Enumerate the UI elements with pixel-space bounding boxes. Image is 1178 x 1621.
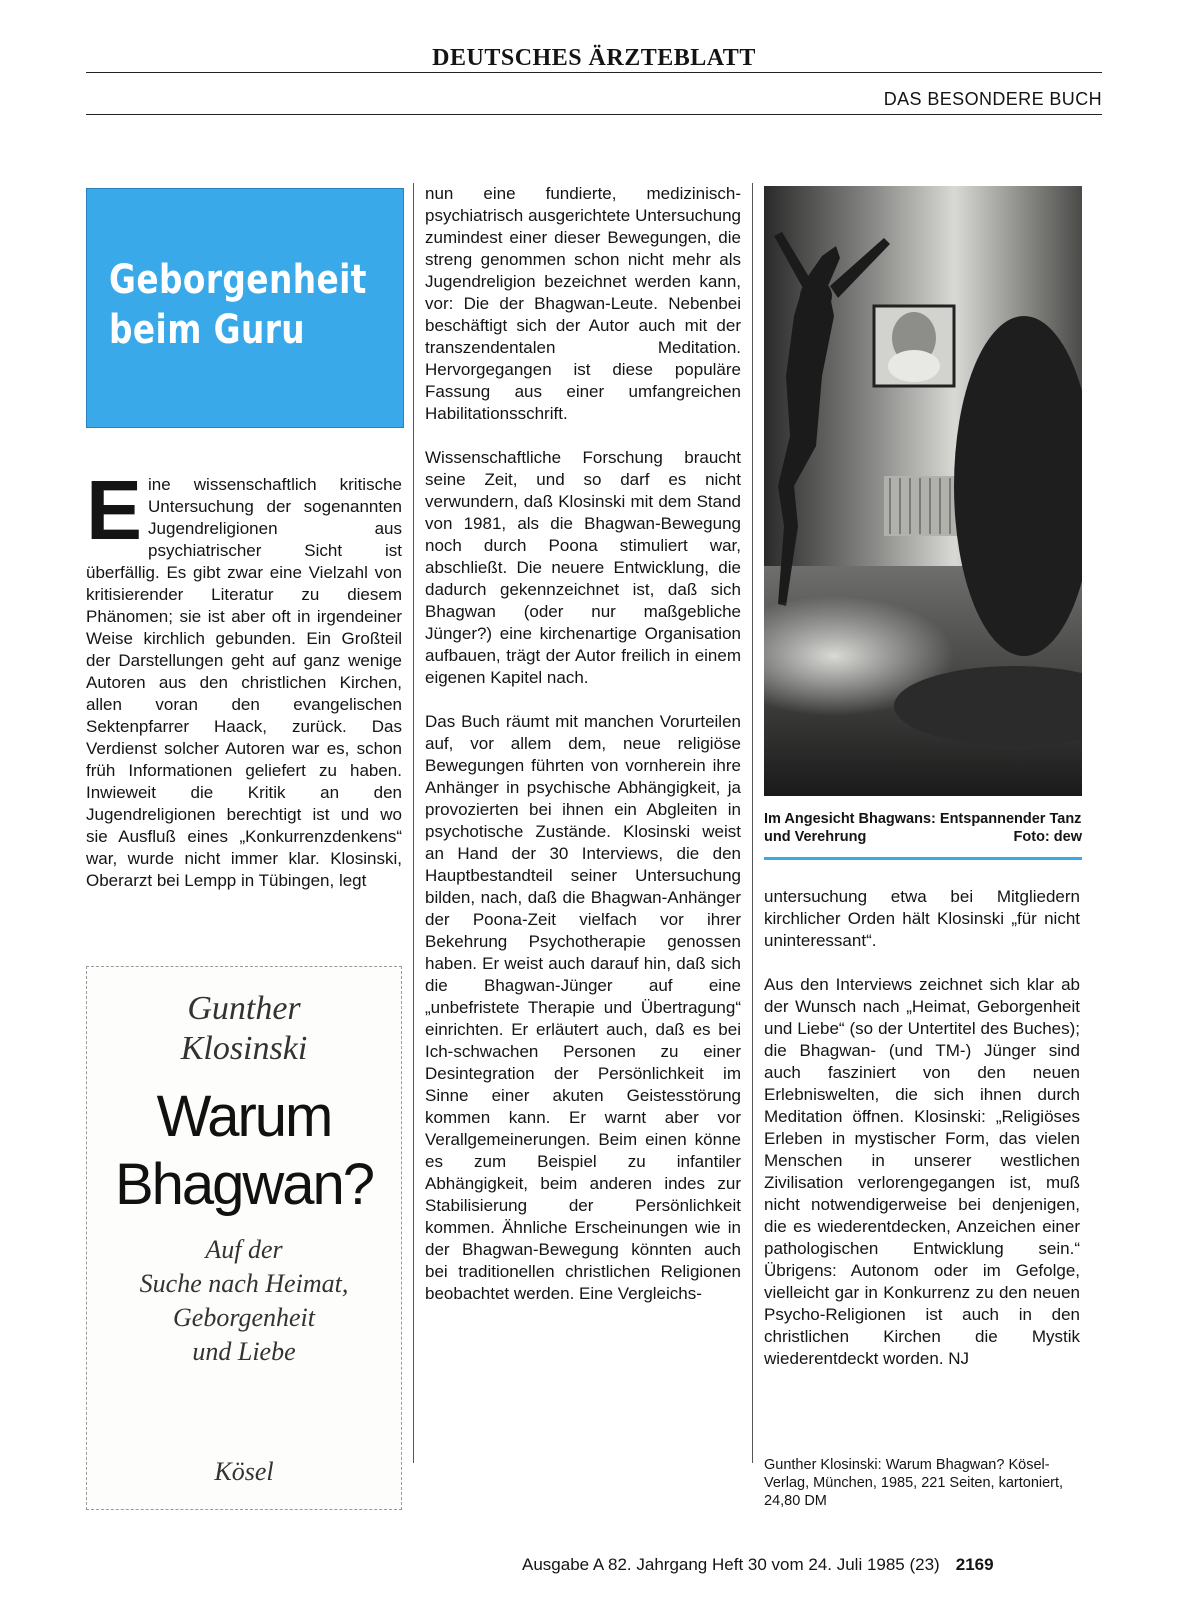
caption-text: Im Angesicht Bhagwans: Entspannender Tanz und Verehrung xyxy=(764,811,1082,845)
book-publisher: Kösel xyxy=(214,1457,274,1486)
article-column-2 xyxy=(425,183,741,1327)
issue-info: Ausgabe A 82. Jahrgang Heft 30 vom 24. Juli 1985 (23) xyxy=(522,1555,940,1574)
book-cover xyxy=(86,966,402,1510)
book-subtitle-line-4: und Liebe xyxy=(192,1337,296,1366)
book-subtitle-line-2: Suche nach Heimat, xyxy=(139,1269,349,1298)
headline-box xyxy=(86,188,404,428)
page-number: 2169 xyxy=(955,1555,994,1574)
caption-rule xyxy=(764,857,1082,860)
book-title-line-1: Warum xyxy=(156,1084,332,1149)
photo-credit: Foto: dew xyxy=(1013,829,1082,845)
book-author-last: Klosinski xyxy=(180,1030,308,1067)
book-author-first: Gunther xyxy=(187,990,301,1027)
headline-line-2: beim Guru xyxy=(109,307,306,353)
masthead: DEUTSCHES ÄRZTEBLATT xyxy=(432,45,756,71)
paragraph: Wissenschaftliche Forschung braucht seine Zeit, und so darf es nicht verwundern, daß Klosinski mit dem Stand von 1981, als die Bhagwan-Bewegung noch durch Poona stimuliert war, abschließt. Die neuere Entwicklung, die dadurch gekennzeichnet ist, daß sich Bhagwan (oder nur maßgebliche Jünger?) eine kirchenartige Organisation aufbauen, trägt der Autor freilich in einem eigenen Kapitel nach. xyxy=(425,448,741,687)
drop-cap: E xyxy=(86,463,143,557)
column-divider-1 xyxy=(413,183,414,1463)
lead-paragraph xyxy=(86,463,402,892)
article-column-1 xyxy=(86,463,402,914)
paragraph: Aus den Interviews zeichnet sich klar ab der Wunsch nach „Heimat, Geborgenheit und Liebe“ (so der Untertitel des Buches); die Bhagwan- (und TM-) Jünger sind auch fasziniert von den neuen Erlebniswelten, die sich ihnen durch Meditation öffnen. Klosinski: „Religiöses Erleben in mystischer Form, das vielen Menschen in unserer westlichen Zivilisation verlorengegangen ist, muß nicht notwendigerweise bei denjenigen, die es wiederentdecken, Anzeichen einer pathologischen Entwicklung sein.“ Übrigens: Autonom oder im Gefolge, vielleicht gar in Konkurrenz zu den neuen Psycho-Religionen ist auch in den christlichen Kirchen die Mystik wiederentdeckt worden. NJ xyxy=(764,975,1080,1368)
book-title-line-2: Bhagwan? xyxy=(114,1152,374,1217)
paragraph: nun eine fundierte, medizinisch-psychiatrisch ausgerichtete Untersuchung zumindest einer dieser Bewegungen, die streng genommen schon nicht mehr als Jugendreligion bezeichnet werden kann, vor: Die der Bhagwan-Leute. Nebenbei beschäftigt sich der Autor auch mit der transzendentalen Meditation. Hervorgegangen ist diese populäre Fassung aus einer umfangreichen Habilitationsschrift. xyxy=(425,184,741,423)
lead-text: ine wissenschaftlich kritische Untersuchung der sogenannten Jugendreligionen aus psychiatrischer Sicht ist überfällig. Es gibt zwar eine Vielzahl von kritisierender Literatur zu diesem Phänomen; sie ist aber oft in irgendeiner Weise kirchlich gebunden. Ein Großteil der Darstellungen geht auf ganz wenige Autoren aus den christlichen Kirchen, allen voran den evangelischen Sektenpfarrer Haack, zurück. Das Verdienst solcher Autoren war es, schon früh Informationen geliefert zu haben. Inwieweit die Kritik an den Jugendreligionen berechtigt ist und wo sie Ausfluß eines „Konkurrenzdenkens“ war, wurde nicht immer klar. Klosinski, Oberarzt bei Lempp in Tübingen, legt xyxy=(86,475,402,890)
page-footer xyxy=(522,1554,994,1576)
headline-line-1: Geborgenheit xyxy=(109,257,367,303)
book-reference: Gunther Klosinski: Warum Bhagwan? Kösel-Verlag, München, 1985, 221 Seiten, kartoniert, 24,80 DM xyxy=(764,1457,1064,1509)
article-column-3 xyxy=(764,886,1080,1370)
masthead-rule xyxy=(86,72,1102,73)
article-headline xyxy=(109,255,367,355)
book-subtitle-line-1: Auf der xyxy=(205,1235,283,1264)
paragraph: Das Buch räumt mit manchen Vorurteilen auf, vor allem dem, neue religiöse Bewegungen führten von vornherein ihre Anhänger in psychische Abhängigkeit, ja provozierten bei ihnen ein Abgleiten in psychotische Zustände. Klosinski weist an Hand der 30 Interviews, die den Hauptbestandteil seiner Untersuchung bilden, nach, daß die Bhagwan-Anhänger der Poona-Zeit vielfach vor ihrer Bekehrung Psychotherapie genossen haben. Er weist auch darauf hin, daß sich die Bhagwan-Jünger auf eine „unbefristete Therapie und Übertragung“ einrichten. Er erläutert auch, daß es bei Ich-schwachen Personen zu einer Desintegration der Persönlichkeit im Sinne einer akuten Geistesstörung kommen kann. Er warnt aber vor Verallgemeinerungen. Beim einen könne es zum Beispiel zu infantiler Abhängigkeit, beim anderen indes zur Stabilisierung der Persönlichkeit kommen. Ähnliche Erscheinungen wie in der Bhagwan-Bewegung könnten auch bei traditionellen christlichen Religionen beobachtet werden. Eine Vergleichs- xyxy=(425,712,741,1303)
section-rule xyxy=(86,114,1102,115)
photo-caption xyxy=(764,810,1082,846)
paragraph: untersuchung etwa bei Mitgliedern kirchlicher Orden hält Klosinski „für nicht uninteressant“. xyxy=(764,887,1080,950)
photo-bhagwan-dance xyxy=(764,186,1082,796)
photo-illustration xyxy=(764,186,1082,796)
column-divider-2 xyxy=(752,183,753,1463)
section-label: DAS BESONDERE BUCH xyxy=(883,89,1102,109)
book-subtitle-line-3: Geborgenheit xyxy=(173,1303,315,1332)
